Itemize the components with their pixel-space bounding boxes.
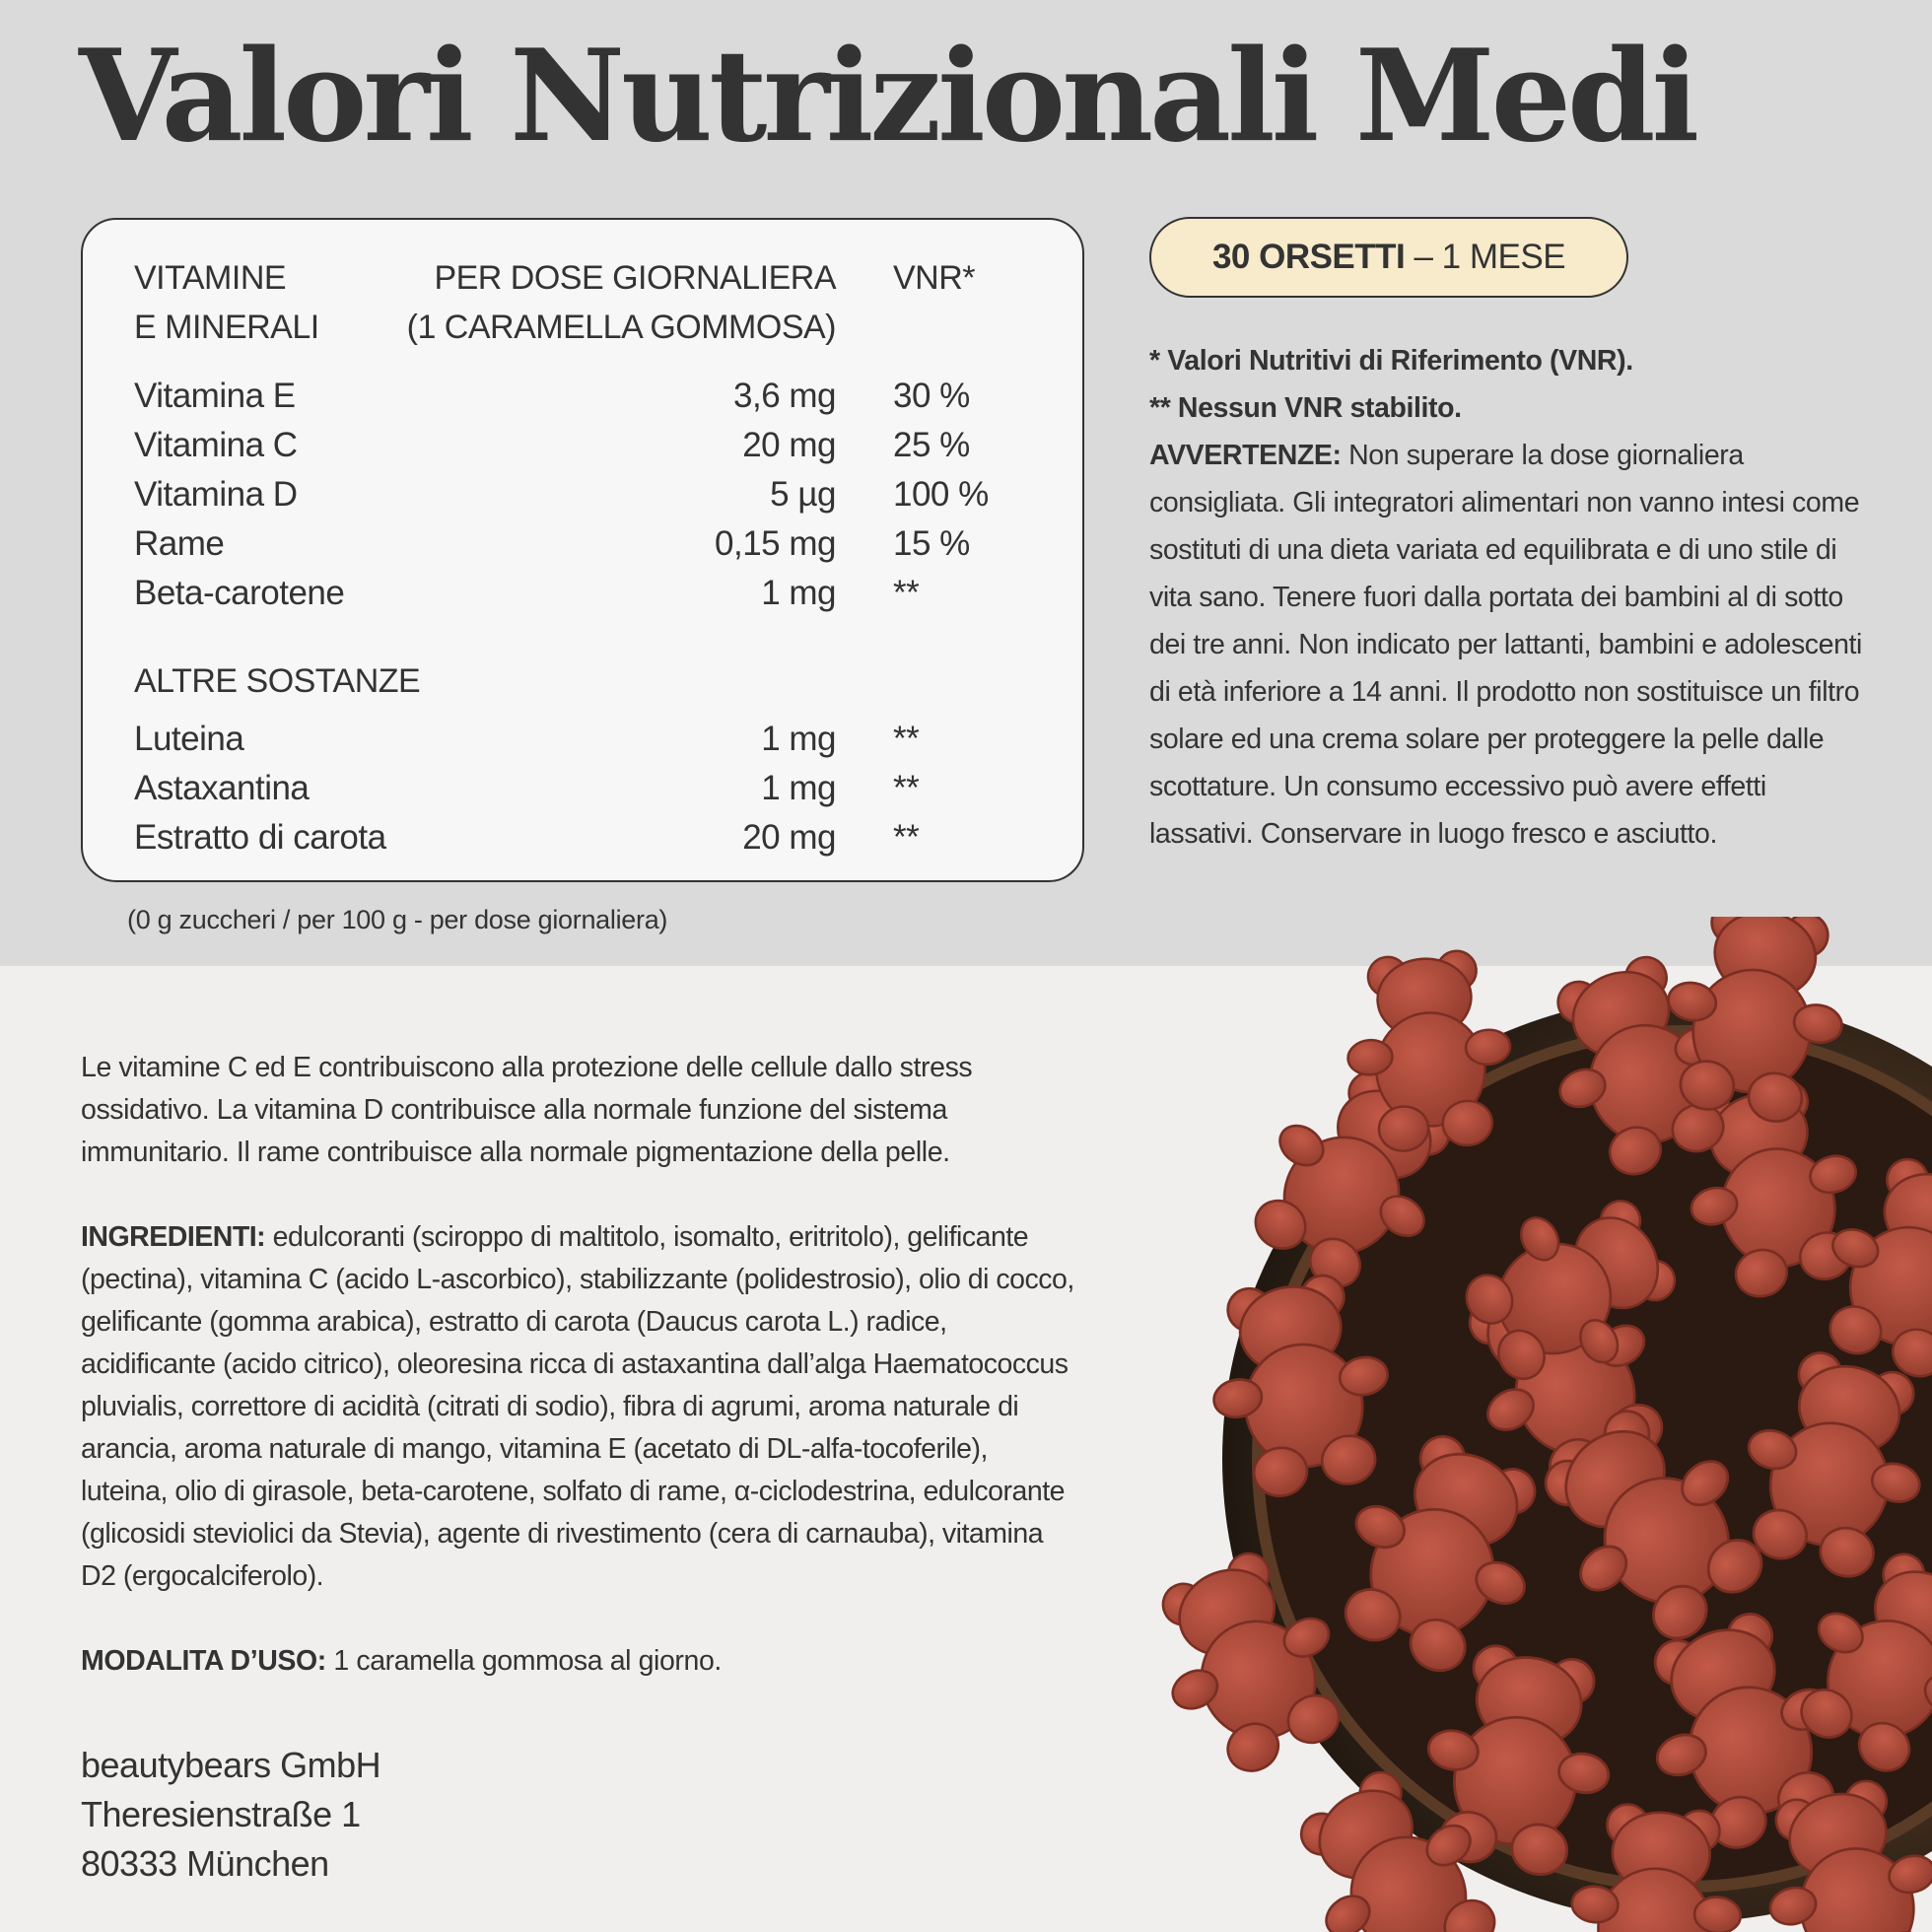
ingredients: [81, 1216, 1076, 1598]
row-name: Beta-carotene: [134, 574, 345, 612]
vnr-note: * Valori Nutritivi di Riferimento (VNR).: [1149, 345, 1633, 377]
quantity-badge-bold: 30 ORSETTI: [1211, 238, 1406, 276]
quantity-badge-rest: – 1 MESE: [1405, 238, 1566, 276]
gummy-bowl-illustration: [1104, 917, 1932, 1932]
warnings-label: AVVERTENZE:: [1149, 440, 1342, 471]
row-name: Vitamina D: [134, 475, 298, 514]
row-amount: 5 µg: [770, 475, 836, 514]
usage-label: MODALITA D’USO:: [81, 1645, 326, 1677]
warnings: [1149, 432, 1867, 858]
row-vnr: **: [893, 818, 920, 857]
nutrition-table: [81, 218, 1084, 882]
row-vnr: 30 %: [893, 377, 970, 415]
row-name: Rame: [134, 524, 225, 563]
no-vnr-note: ** Nessun VNR stabilito.: [1149, 392, 1462, 424]
row-vnr: **: [893, 574, 920, 612]
city: 80333 München: [81, 1843, 329, 1884]
row-name: Astaxantina: [134, 769, 310, 807]
row-vnr: **: [893, 720, 920, 758]
usage: [81, 1640, 722, 1683]
other-substances-label: ALTRE SOSTANZE: [134, 662, 421, 700]
row-amount: 0,15 mg: [715, 524, 836, 563]
page-title: Valori Nutrizionali Medi: [79, 23, 1696, 171]
company-name: beautybears GmbH: [81, 1745, 381, 1785]
row-amount: 3,6 mg: [733, 377, 836, 415]
address-block: [81, 1741, 380, 1889]
row-amount: 1 mg: [761, 769, 836, 807]
ingredients-label: INGREDIENTI:: [81, 1221, 266, 1253]
header-col2-line2: (1 CARAMELLA GOMMOSA): [406, 309, 836, 346]
header-col2-line1: PER DOSE GIORNALIERA: [434, 259, 836, 297]
sugar-note: (0 g zuccheri / per 100 g - per dose giornaliera): [127, 905, 668, 934]
row-vnr: 25 %: [893, 426, 970, 464]
row-vnr: **: [893, 769, 920, 807]
row-name: Luteina: [134, 720, 244, 758]
header-col1-line2: E MINERALI: [134, 309, 319, 346]
row-amount: 1 mg: [761, 574, 836, 612]
quantity-badge: [1149, 217, 1628, 298]
warnings-text: Non superare la dose giornaliera consigliata. Gli integratori alimentari non vanno intesi come sostituti di una dieta variata ed equilibrata e di uno stile di vita sano. Tenere fuori dalla portata dei bambini al di sotto dei tre anni. Non indicato per lattanti, bambini e adolescenti di età inferiore a 14 anni. Il prodotto non sostituisce un filtro solare ed una crema solare per proteggere la pelle dalle scottature. Un consumo eccessivo può avere effetti lassativi. Conservare in luogo fresco e asciutto.: [1149, 440, 1862, 850]
row-name: Vitamina E: [134, 377, 296, 415]
ingredients-text: edulcoranti (sciroppo di maltitolo, isomalto, eritritolo), gelificante (pectina), vitamina C (acido L-ascorbico), stabilizzante (polidestrosio), olio di cocco, gelificante (gomma arabica), estratto di carota (Daucus carota L.) radice, acidificante (acido citrico), oleoresina ricca di astaxantina dall’alga Haematococcus pluvialis, correttore di acidità (citrati di sodio), fibra di agrumi, aroma naturale di arancia, aroma naturale di mango, vitamina E (acetato di DL-alfa-tocoferile), luteina, olio di girasole, beta-carotene, solfato di rame, α-ciclodestrina, edulcorante (glicosidi steviolici da Stevia), agente di rivestimento (cera di carnauba), vitamina D2 (ergocalciferolo).: [81, 1221, 1074, 1592]
row-amount: 1 mg: [761, 720, 836, 758]
notes-block: [1149, 337, 1867, 858]
header-col3: VNR*: [893, 259, 976, 297]
row-vnr: 15 %: [893, 524, 970, 563]
row-name: Vitamina C: [134, 426, 298, 464]
usage-text: 1 caramella gommosa al giorno.: [325, 1645, 722, 1677]
gummy-bowl-image: [1104, 917, 1932, 1932]
street: Theresienstraße 1: [81, 1794, 361, 1834]
row-amount: 20 mg: [742, 426, 836, 464]
row-name: Estratto di carota: [134, 818, 386, 857]
health-claims: Le vitamine C ed E contribuiscono alla protezione delle cellule dallo stress ossidativo. La vitamina D contribuisce alla normale funzione del sistema immunitario. Il rame contribuisce alla normale pigmentazione della pelle.: [81, 1052, 973, 1168]
header-col1-line1: VITAMINE: [134, 259, 287, 297]
row-amount: 20 mg: [742, 818, 836, 857]
row-vnr: 100 %: [893, 475, 989, 514]
